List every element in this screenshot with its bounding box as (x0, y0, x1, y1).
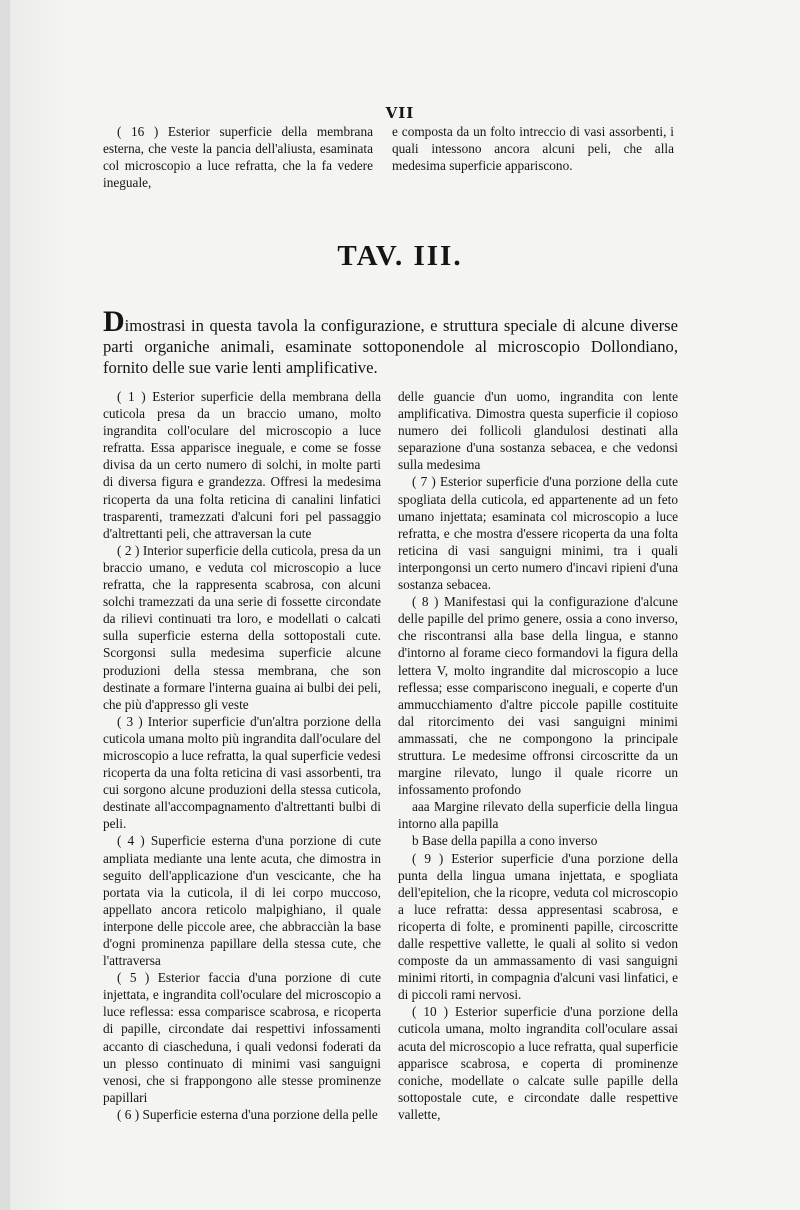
entry-6: ( 6 ) Superficie esterna d'una porzione della pelle (117, 1106, 378, 1122)
entry-6-cont: delle guancie d'un uomo, ingrandita con lente amplificativa. Dimostra questa superficie il copioso numero dei follicoli glandulosi destinati alla separazione d'una sostanza sebacea, e che vedonsi sulla medesima (398, 389, 678, 473)
entry-3: ( 3 ) Interior superficie d'un'altra porzione della cuticola umana molto più ingrandita dall'oculare del microscopio a luce refratta, la qual superficie vedesi ricoperta da una folta reticina di vasi assorbenti, tra cui sorgono alcune produzioni della stessa cuticola, destinate all'accompagnamento d'altrettanti bulbi di peli. (103, 713, 381, 832)
entry-10: ( 10 ) Esterior superficie d'una porzione della cuticola umana, molto ingrandita coll'oculare assai acuta del microscopio a luce refratta, qual superficie apparisce scabrosa, e coperta di prominenze coniche, modellate o calcate sulle papille della sottopostale cute, e circondate dalle respettive vallette, (398, 1004, 678, 1122)
entry-4: ( 4 ) Superficie esterna d'una porzione di cute ampliata mediante una lente acuta, che dimostra in seguito dell'applicazione d'un vescicante, che ha portata via la cuticola, il di lei corpo muccoso, appellato ancora reticolo malpighiano, il quale interpone delle piccole aree, che abbracciàn la base d'ogni prominenza papillare della stessa cute, che l'attraversa (103, 833, 381, 969)
intro-text: imostrasi in questa tavola la configurazione, e struttura speciale di alcune diverse parti organiche animali, esaminate sottoponendole al microscopio Dollondiano, fornito delle sue varie lenti amplificative. (103, 316, 678, 377)
page-number: VII (385, 104, 415, 122)
paragraph-16-cont: e composta da un folto intreccio di vasi assorbenti, i quali intessono ancora alcuni peli, che alla medesima superficie appariscono. (392, 124, 674, 174)
continued-text-right (392, 123, 674, 174)
left-column (103, 388, 381, 1123)
right-column (398, 388, 678, 1123)
paragraph-16: ( 16 ) Esterior superficie della membrana esterna, che veste la pancia dell'aliusta, esaminata col microscopio a luce refratta, che la fa vedere ineguale, (103, 124, 373, 191)
entry-1: ( 1 ) Esterior superficie della membrana della cuticola presa da un braccio umano, molto ingrandita coll'oculare del microscopio a luce refratta. Essa apparisce ineguale, e come se fosse divisa da un certo numero di solchi, in molte parti di diversa figura e grandezza. Offresi la medesima ricoperta da una folta reticina di canalini linfatici trasparenti, tramezzati d'alcuni fori pel passaggio d'altrettanti peli, che attraversan la cute (103, 389, 381, 541)
drop-cap: D (103, 305, 125, 338)
continued-text-left (103, 123, 373, 191)
entry-8-b: b Base della papilla a cono inverso (412, 833, 598, 849)
entry-8-aaa: aaa Margine rilevato della superficie della lingua intorno alla papilla (398, 799, 678, 832)
entry-5: ( 5 ) Esterior faccia d'una porzione di cute injettata, e ingrandita coll'oculare del microscopio a luce reflessa: essa comparisce scabrosa, e ricoperta di papille, circondate dai respettivi infossamenti accanto di ciascheduna, i quali vedonsi foderati da un plesso continuato di minimi vasi sanguigni venosi, che si frappongono alle stesse prominenze papillari (103, 970, 381, 1105)
entry-8: ( 8 ) Manifestasi qui la configurazione d'alcune delle papille del primo genere, ossia a cono inverso, che riscontransi alla base della lingua, e stanno d'intorno al forame cieco formandovi la figura della lettera V, molto ingrandite dal microscopio a luce reflessa; esse compariscono ineguali, e coperte d'un ammucchiamento d'altre piccole papille costituite dal ritorcimento dei vasi sanguigni minimi ammassati, che ne compongono la principale struttura. Le medesime offronsi circoscritte da un margine rilevato, lungo il quale ricorre un infossamento profondo (398, 594, 678, 798)
entry-7: ( 7 ) Esterior superficie d'una porzione della cute spogliata della cuticola, ed appartenente ad un feto umano injettata; esaminata col microscopio a luce refratta, e che mostra d'essere ricoperta da una folta reticina di vasi sanguigni minimi, tra i quali interpongonsi un certo numero d'incavi ripieni d'una sostanza sebacea. (398, 474, 678, 593)
intro-paragraph (103, 305, 678, 378)
entry-9: ( 9 ) Esterior superficie d'una porzione della punta della lingua umana injettata, e spogliata dell'epitelion, che la ricopre, veduta col microscopio a luce refratta: dessa appresentasi scabrosa, e ricoperta di folte, e prominenti papille, circoscritte dalle respettive vallette, le quali al solito si vedon composte da un ammassamento di vasi sanguigni minimi ritorti, in compagnia d'alcuni vasi linfatici, e di piccoli rami nervosi. (398, 850, 678, 1003)
page-gutter-shadow (10, 0, 70, 1210)
plate-title: TAV. III. (337, 240, 463, 272)
entry-2: ( 2 ) Interior superficie della cuticola, presa da un braccio umano, e veduta col microscopio a luce refratta, che la rappresenta scabrosa, con alcuni solchi tramezzati da una serie di fossette circondate da rilievi continuati tra loro, e modellati o calcati sulla superficie esterna della sottopostali cute. Scorgonsi sulla medesima superficie alcune produzioni della stessa membrana, che son destinate a formare l'interna guaina ai bulbi dei peli, che più d'appresso gli veste (103, 542, 381, 712)
